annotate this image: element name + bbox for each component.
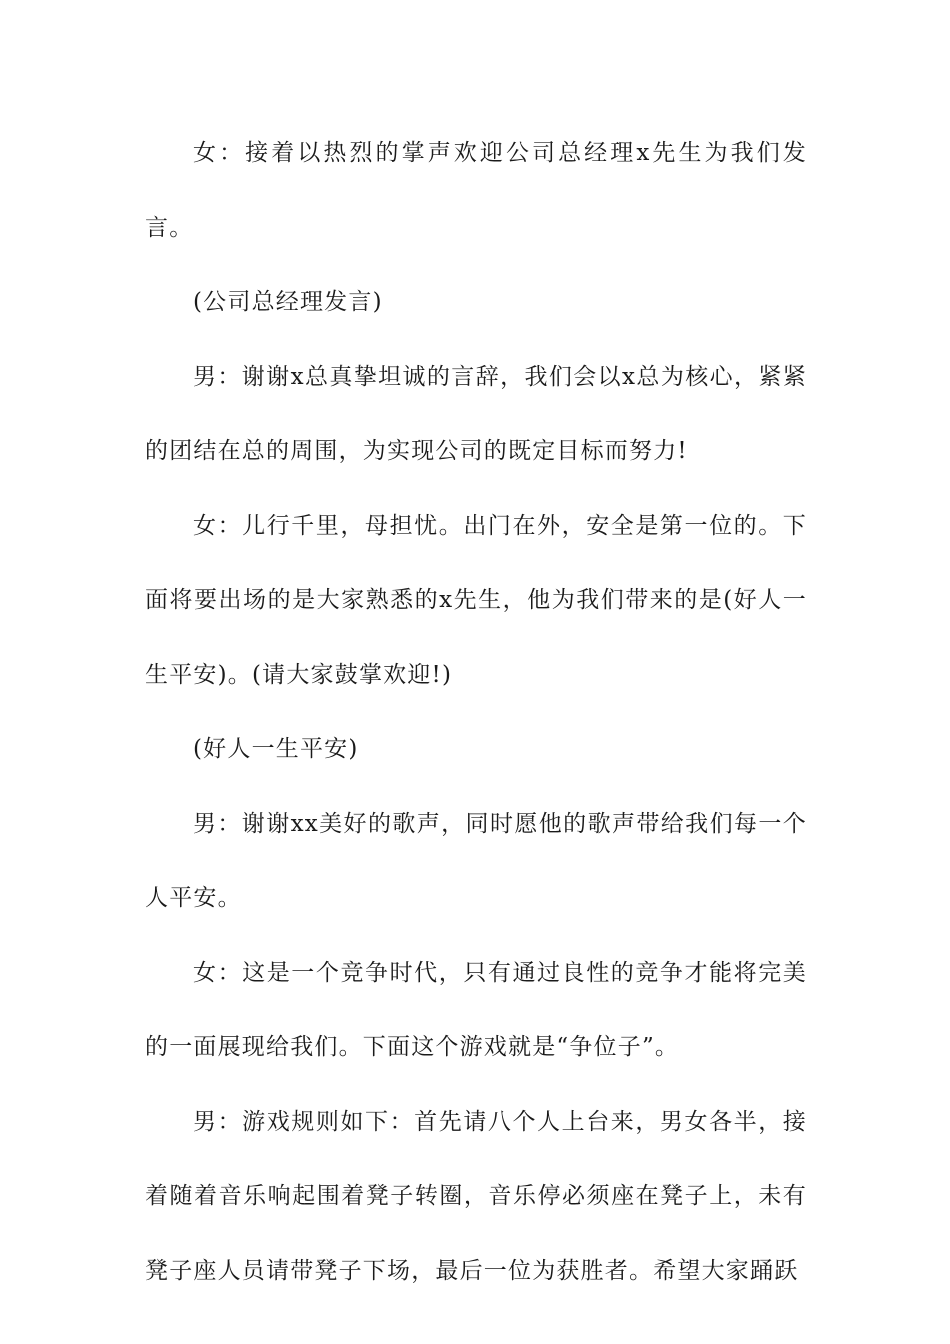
- paragraph-female-host-game-intro: 女：这是一个竞争时代，只有通过良性的竞争才能将完美的一面展现给我们。下面这个游戏就是“争位子”。: [145, 959, 807, 1060]
- paragraph-male-host-thanks-singer: 男：谢谢xx美好的歌声，同时愿他的歌声带给我们每一个人平安。: [145, 810, 807, 911]
- paragraph-male-host-game-rules: 男：游戏规则如下：首先请八个人上台来，男女各半，接着随着音乐响起围着凳子转圈，音乐停必须座在凳子上，未有凳子座人员请带凳子下场，最后一位为获胜者。希望大家踊跃: [145, 1108, 807, 1284]
- paragraph-female-host-song-intro: 女：儿行千里，母担忧。出门在外，安全是第一位的。下面将要出场的是大家熟悉的x先生，他为我们带来的是(好人一生平安)。(请大家鼓掌欢迎!): [145, 512, 807, 688]
- document-body: [145, 116, 807, 1308]
- paragraph-song-title-note: (好人一生平安): [193, 736, 359, 762]
- paragraph-female-host-intro-gm: 女：接着以热烈的掌声欢迎公司总经理x先生为我们发言。: [145, 140, 807, 241]
- paragraph-gm-speech-note: (公司总经理发言): [193, 289, 383, 315]
- paragraph-male-host-thanks-gm: 男：谢谢x总真挚坦诚的言辞，我们会以x总为核心，紧紧的团结在总的周围，为实现公司的既定目标而努力!: [145, 363, 807, 464]
